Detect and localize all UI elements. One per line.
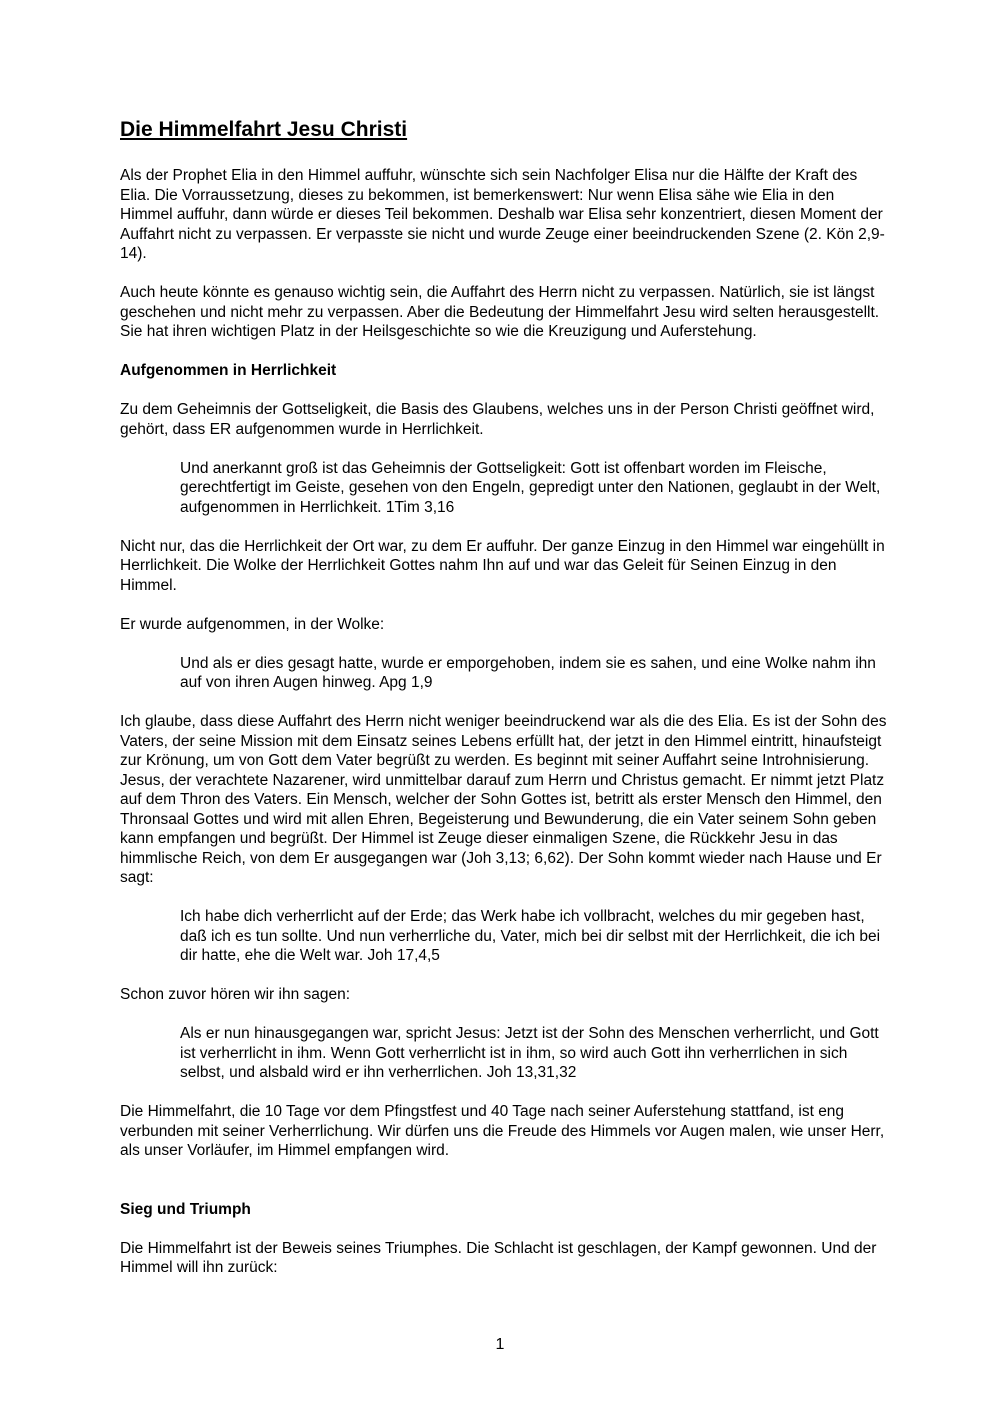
quote-apg: Und als er dies gesagt hatte, wurde er emporgehoben, indem sie es sahen, und eine Wolke nahm ihn auf von ihren Augen hinweg. Apg 1,9 [180, 654, 876, 692]
document-page [120, 116, 890, 1297]
section-heading-aufgenommen: Aufgenommen in Herrlichkeit [120, 362, 337, 380]
paragraph-pfingstfest: Die Himmelfahrt, die 10 Tage vor dem Pfingstfest und 40 Tage nach seiner Auferstehung stattfand, ist eng verbunden mit seiner Verherrlichung. Wir dürfen uns die Freude des Himmels vor Augen malen, wie unser Herr, als unser Vorläufer, im Himmel empfangen wird. [120, 1103, 885, 1160]
section-heading-sieg: Sieg und Triumph [120, 1200, 251, 1218]
document-title: Die Himmelfahrt Jesu Christi [120, 118, 408, 141]
paragraph-auffahrt-herrn: Ich glaube, dass diese Auffahrt des Herrn nicht weniger beeindruckend war als die des Elia. Es ist der Sohn des Vaters, der seine Mission mit dem Einsatz seines Lebens erfüllt hat, der jetzt in den Himmel eintritt, hinaufsteigt zur Krönung, um von Gott dem Vater begrüßt zu werden. Es beginnt mit seiner Auffahrt seine Introhnisierung. Jesus, der verachtete Nazarener, wird unmittelbar darauf zum Herrn und Christus gemacht. Er nimmt jetzt Platz auf dem Thron des Vaters. Ein Mensch, welcher der Sohn Gottes ist, betritt als erster Mensch den Himmel, den Thronsaal Gottes und wird mit allen Ehren, Begeisterung und Bewunderung, die ein Vater seinem Sohn geben kann empfangen und begrüßt. Der Himmel ist Zeuge dieser einmaligen Szene, die Rückkehr Jesu in das himmlische Reich, von dem Er ausgegangen war (Joh 3,13; 6,62). Der Sohn kommt wieder nach Hause und Er sagt: [120, 713, 887, 887]
quote-joh-17: Ich habe dich verherrlicht auf der Erde; das Werk habe ich vollbracht, welches du mir gegeben hast, daß ich es tun sollte. Und nun verherrliche du, Vater, mich bei dir selbst mit der Herrlichkeit, die ich bei dir hatte, ehe die Welt war. Joh 17,4,5 [180, 908, 881, 965]
paragraph-geheimnis: Zu dem Geheimnis der Gottseligkeit, die Basis des Glaubens, welches uns in der Person Christi geöffnet wird, gehört, dass ER aufgenommen wurde in Herrlichkeit. [120, 401, 875, 438]
paragraph-schon-zuvor: Schon zuvor hören wir ihn sagen: [120, 986, 351, 1004]
page-number: 1 [495, 1336, 505, 1353]
quote-1tim: Und anerkannt groß ist das Geheimnis der Gottseligkeit: Gott ist offenbart worden im Fleische, gerechtfertigt im Geiste, gesehen von den Engeln, gepredigt unter den Nationen, geglaubt in der Welt, aufgenommen in Herrlichkeit. 1Tim 3,16 [180, 459, 881, 516]
paragraph-elia-intro: Als der Prophet Elia in den Himmel auffuhr, wünschte sich sein Nachfolger Elisa nur die Hälfte der Kraft des Elia. Die Vorraussetzung, dieses zu bekommen, ist bemerkenswert: Nur wenn Elisa sähe wie Elia in den Himmel auffuhr, dann würde er dieses Teil bekommen. Deshalb war Elisa sehr konzentriert, diesen Moment der Auffahrt nicht zu verpassen. Er verpasste sie nicht und wurde Zeuge einer beeindruckenden Szene (2. Kön 2,9-14). [120, 167, 885, 263]
paragraph-auffahrt-heute: Auch heute könnte es genauso wichtig sein, die Auffahrt des Herrn nicht zu verpassen. Natürlich, sie ist längst geschehen und nicht mehr zu verpassen. Aber die Bedeutung der Himmelfahrt Jesu wird selten herausgestellt. Sie hat ihren wichtigen Platz in der Heilsgeschichte so wie die Kreuzigung und Auferstehung. [120, 284, 880, 341]
paragraph-herrlichkeit-ort: Nicht nur, das die Herrlichkeit der Ort war, zu dem Er auffuhr. Der ganze Einzug in den Himmel war eingehüllt in Herrlichkeit. Die Wolke der Herrlichkeit Gottes nahm Ihn auf und war das Geleit für Seinen Einzug in den Himmel. [120, 537, 885, 594]
paragraph-triumph: Die Himmelfahrt ist der Beweis seines Triumphes. Die Schlacht ist geschlagen, der Kampf gewonnen. Und der Himmel will ihn zurück: [120, 1239, 877, 1277]
paragraph-wolke: Er wurde aufgenommen, in der Wolke: [120, 615, 385, 633]
quote-joh-13: Als er nun hinausgegangen war, spricht Jesus: Jetzt ist der Sohn des Menschen verherrlicht, und Gott ist verherrlicht in ihm. Wenn Gott verherrlicht ist in ihm, so wird auch Gott ihn verherrlichen in sich selbst, und alsbald wird er ihn verherrlichen. Joh 13,31,32 [180, 1025, 879, 1082]
